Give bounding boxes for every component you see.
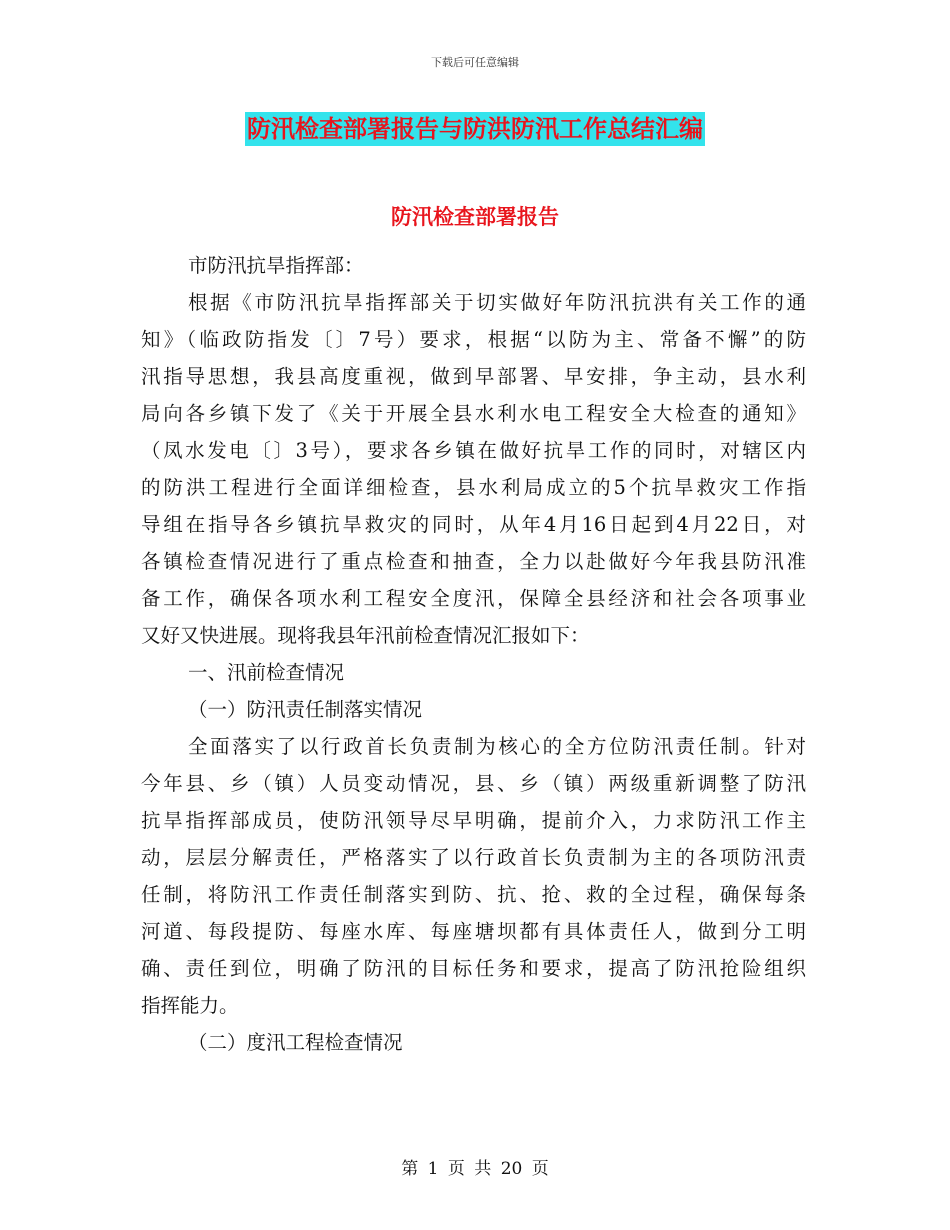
text-line: 知》（临政防指发〔〕7号）要求，根据“以防为主、常备不懈”的防 bbox=[141, 328, 806, 351]
text-line: 导组在指导各乡镇抗旱救灾的同时，从年4月16日起到4月22日，对 bbox=[141, 513, 806, 536]
text-line: 根据《市防汛抗旱指挥部关于切实做好年防汛抗洪有关工作的通 bbox=[188, 291, 806, 314]
text-line: 动，层层分解责任，严格落实了以行政首长负责制为主的各项防汛责 bbox=[141, 846, 806, 869]
text-line: （凤水发电〔〕3号），要求各乡镇在做好抗旱工作的同时，对辖区内 bbox=[141, 439, 806, 462]
text-line: 局向各乡镇下发了《关于开展全县水利水电工程安全大检查的通知》 bbox=[141, 402, 806, 425]
text-line: 指挥能力。 bbox=[141, 994, 239, 1017]
header-note: 下载后可任意编辑 bbox=[431, 56, 519, 69]
text-line: 任制，将防汛工作责任制落实到防、抗、抢、救的全过程，确保每条 bbox=[141, 883, 806, 906]
text-line: （二）度汛工程检查情况 bbox=[188, 1031, 403, 1054]
text-line: 又好又快进展。现将我县年汛前检查情况汇报如下： bbox=[141, 624, 590, 647]
main-title: 防汛检查部署报告与防洪防汛工作总结汇编 bbox=[245, 112, 705, 146]
text-line: 确、责任到位，明确了防汛的目标任务和要求，提高了防汛抢险组织 bbox=[141, 957, 806, 980]
page-footer: 第 1 页 共 20 页 bbox=[401, 1159, 549, 1179]
text-line: 河道、每段提防、每座水库、每座塘坝都有具体责任人，做到分工明 bbox=[141, 920, 806, 943]
text-line: 的防洪工程进行全面详细检查，县水利局成立的5个抗旱救灾工作指 bbox=[141, 476, 806, 499]
main-title-container bbox=[0, 112, 950, 146]
text-line: 汛指导思想，我县高度重视，做到早部署、早安排，争主动，县水利 bbox=[141, 365, 806, 388]
text-line: 一、汛前检查情况 bbox=[188, 661, 345, 684]
section-title: 防汛检查部署报告 bbox=[391, 204, 559, 229]
text-line: 各镇检查情况进行了重点检查和抽查，全力以赴做好今年我县防汛准 bbox=[141, 550, 806, 573]
text-line: 备工作，确保各项水利工程安全度汛，保障全县经济和社会各项事业 bbox=[141, 587, 806, 610]
text-line: 抗旱指挥部成员，使防汛领导尽早明确，提前介入，力求防汛工作主 bbox=[141, 809, 806, 832]
document-body bbox=[141, 247, 806, 1061]
text-line: 市防汛抗旱指挥部： bbox=[188, 254, 364, 277]
text-line: （一）防汛责任制落实情况 bbox=[188, 698, 423, 721]
text-line: 全面落实了以行政首长负责制为核心的全方位防汛责任制。针对 bbox=[188, 735, 806, 758]
text-line: 今年县、乡（镇）人员变动情况，县、乡（镇）两级重新调整了防汛 bbox=[141, 772, 806, 795]
